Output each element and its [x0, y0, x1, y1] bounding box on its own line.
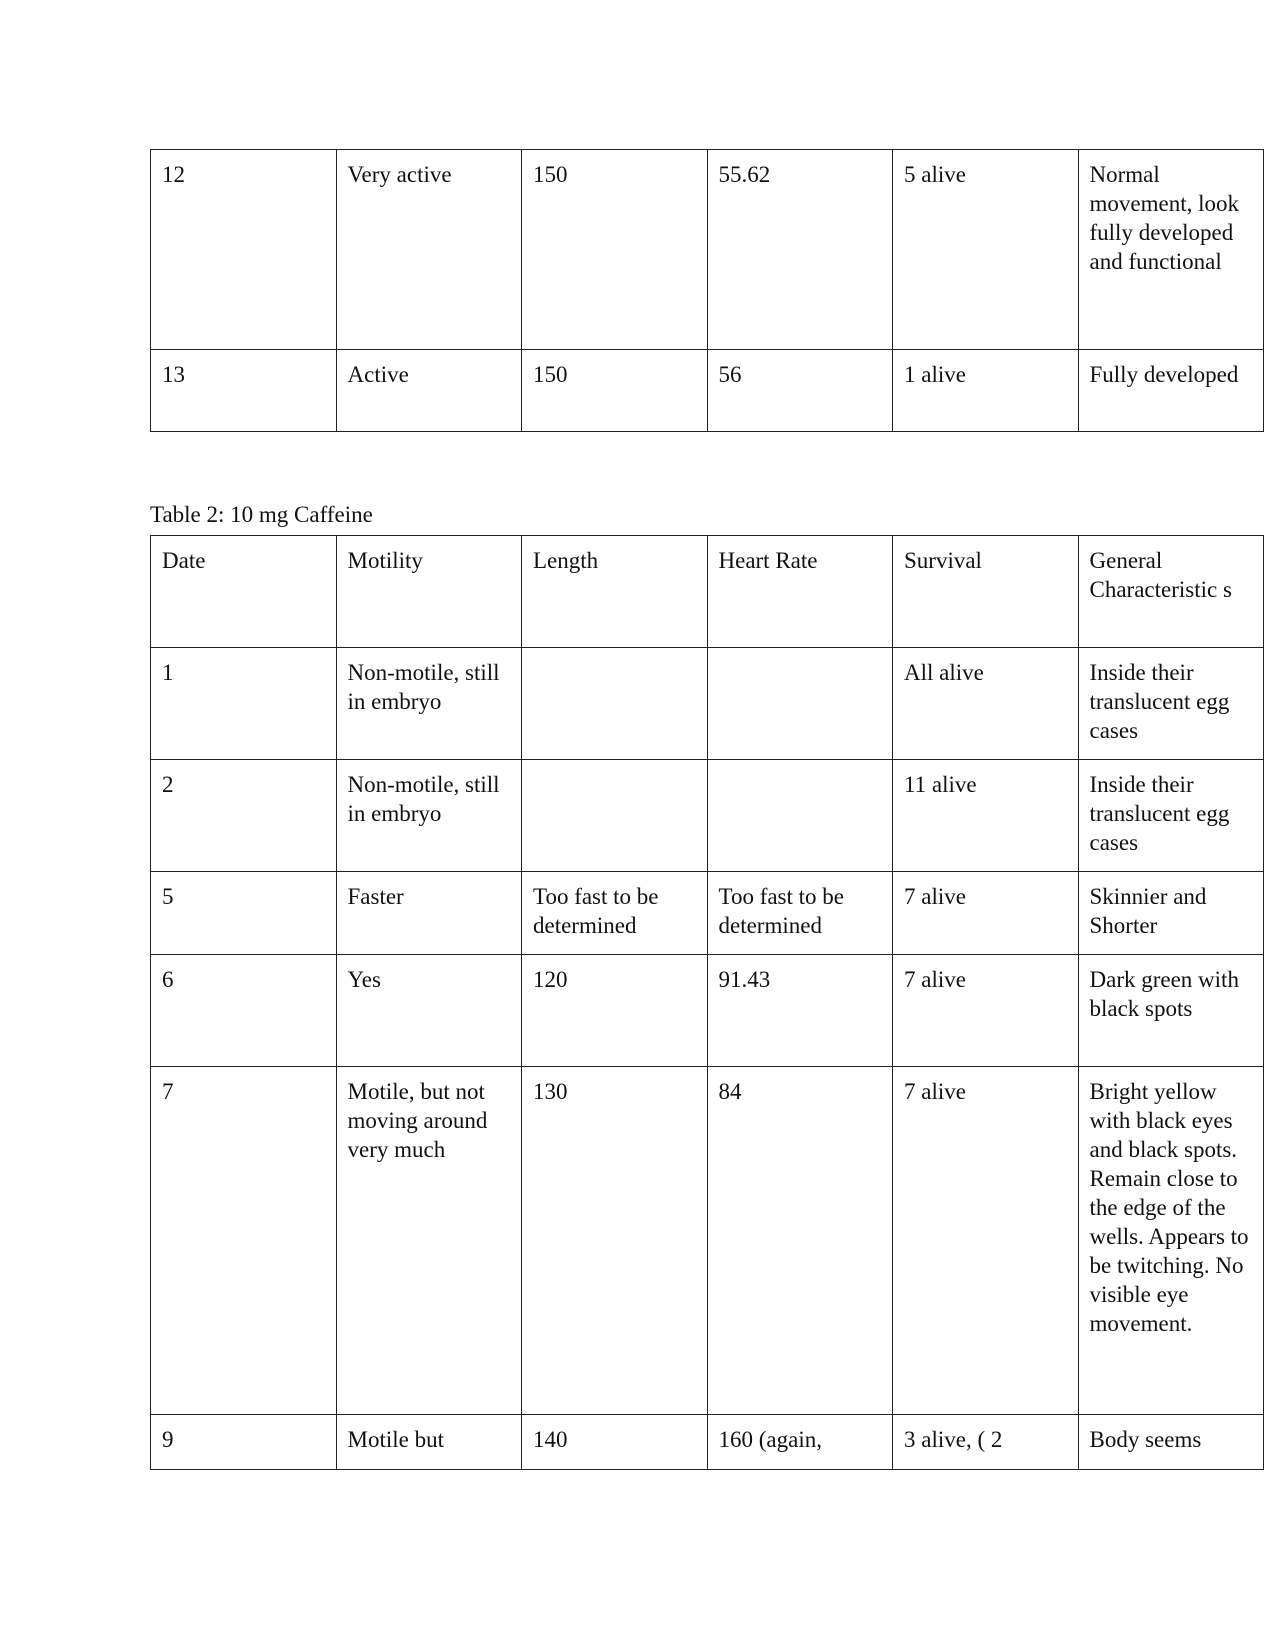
table-header-row — [151, 536, 1264, 648]
cell-characteristics: Dark green with black spots — [1078, 955, 1264, 1067]
header-date: Date — [151, 536, 337, 648]
cell-heart-rate: 84 — [707, 1067, 893, 1415]
table-row — [151, 872, 1264, 955]
cell-date: 12 — [151, 150, 337, 350]
header-motility: Motility — [336, 536, 522, 648]
cell-characteristics: Inside their translucent egg cases — [1078, 760, 1264, 872]
cell-date: 9 — [151, 1415, 337, 1470]
cell-motility: Motile but — [336, 1415, 522, 1470]
cell-characteristics: Fully developed — [1078, 350, 1264, 432]
cell-date: 6 — [151, 955, 337, 1067]
cell-length: 150 — [522, 150, 708, 350]
cell-motility: Active — [336, 350, 522, 432]
cell-heart-rate: Too fast to be determined — [707, 872, 893, 955]
cell-date: 7 — [151, 1067, 337, 1415]
cell-survival: 5 alive — [893, 150, 1079, 350]
table-row — [151, 150, 1264, 350]
header-length: Length — [522, 536, 708, 648]
cell-characteristics: Bright yellow with black eyes and black spots. Remain close to the edge of the wells. Appears to be twitching. No visible eye movement. — [1078, 1067, 1264, 1415]
cell-survival: All alive — [893, 648, 1079, 760]
cell-motility: Non-motile, still in embryo — [336, 760, 522, 872]
cell-length — [522, 760, 708, 872]
cell-length: 150 — [522, 350, 708, 432]
cell-survival: 7 alive — [893, 1067, 1079, 1415]
cell-heart-rate: 91.43 — [707, 955, 893, 1067]
cell-date: 2 — [151, 760, 337, 872]
cell-survival: 3 alive, ( 2 — [893, 1415, 1079, 1470]
table-row — [151, 955, 1264, 1067]
cell-length: Too fast to be determined — [522, 872, 708, 955]
table-row — [151, 760, 1264, 872]
cell-heart-rate — [707, 760, 893, 872]
cell-length: 130 — [522, 1067, 708, 1415]
cell-length: 140 — [522, 1415, 708, 1470]
cell-date: 1 — [151, 648, 337, 760]
table-row — [151, 648, 1264, 760]
cell-heart-rate: 56 — [707, 350, 893, 432]
header-characteristics: General Characteristic s — [1078, 536, 1264, 648]
cell-motility: Motile, but not moving around very much — [336, 1067, 522, 1415]
cell-motility: Very active — [336, 150, 522, 350]
cell-motility: Non-motile, still in embryo — [336, 648, 522, 760]
cell-heart-rate — [707, 648, 893, 760]
cell-heart-rate: 55.62 — [707, 150, 893, 350]
table-1-continued — [150, 149, 1264, 432]
cell-length — [522, 648, 708, 760]
cell-survival: 11 alive — [893, 760, 1079, 872]
table-row — [151, 1067, 1264, 1415]
cell-length: 120 — [522, 955, 708, 1067]
table-row — [151, 1415, 1264, 1470]
cell-characteristics: Skinnier and Shorter — [1078, 872, 1264, 955]
cell-motility: Faster — [336, 872, 522, 955]
header-heart-rate: Heart Rate — [707, 536, 893, 648]
cell-survival: 7 alive — [893, 872, 1079, 955]
table-2 — [150, 535, 1264, 1470]
table-row — [151, 350, 1264, 432]
cell-survival: 1 alive — [893, 350, 1079, 432]
header-survival: Survival — [893, 536, 1079, 648]
cell-characteristics: Body seems — [1078, 1415, 1264, 1470]
cell-date: 5 — [151, 872, 337, 955]
cell-characteristics: Normal movement, look fully developed and functional — [1078, 150, 1264, 350]
cell-date: 13 — [151, 350, 337, 432]
cell-characteristics: Inside their translucent egg cases — [1078, 648, 1264, 760]
table-2-caption: Table 2: 10 mg Caffeine — [150, 502, 373, 527]
cell-motility: Yes — [336, 955, 522, 1067]
cell-heart-rate: 160 (again, — [707, 1415, 893, 1470]
cell-survival: 7 alive — [893, 955, 1079, 1067]
